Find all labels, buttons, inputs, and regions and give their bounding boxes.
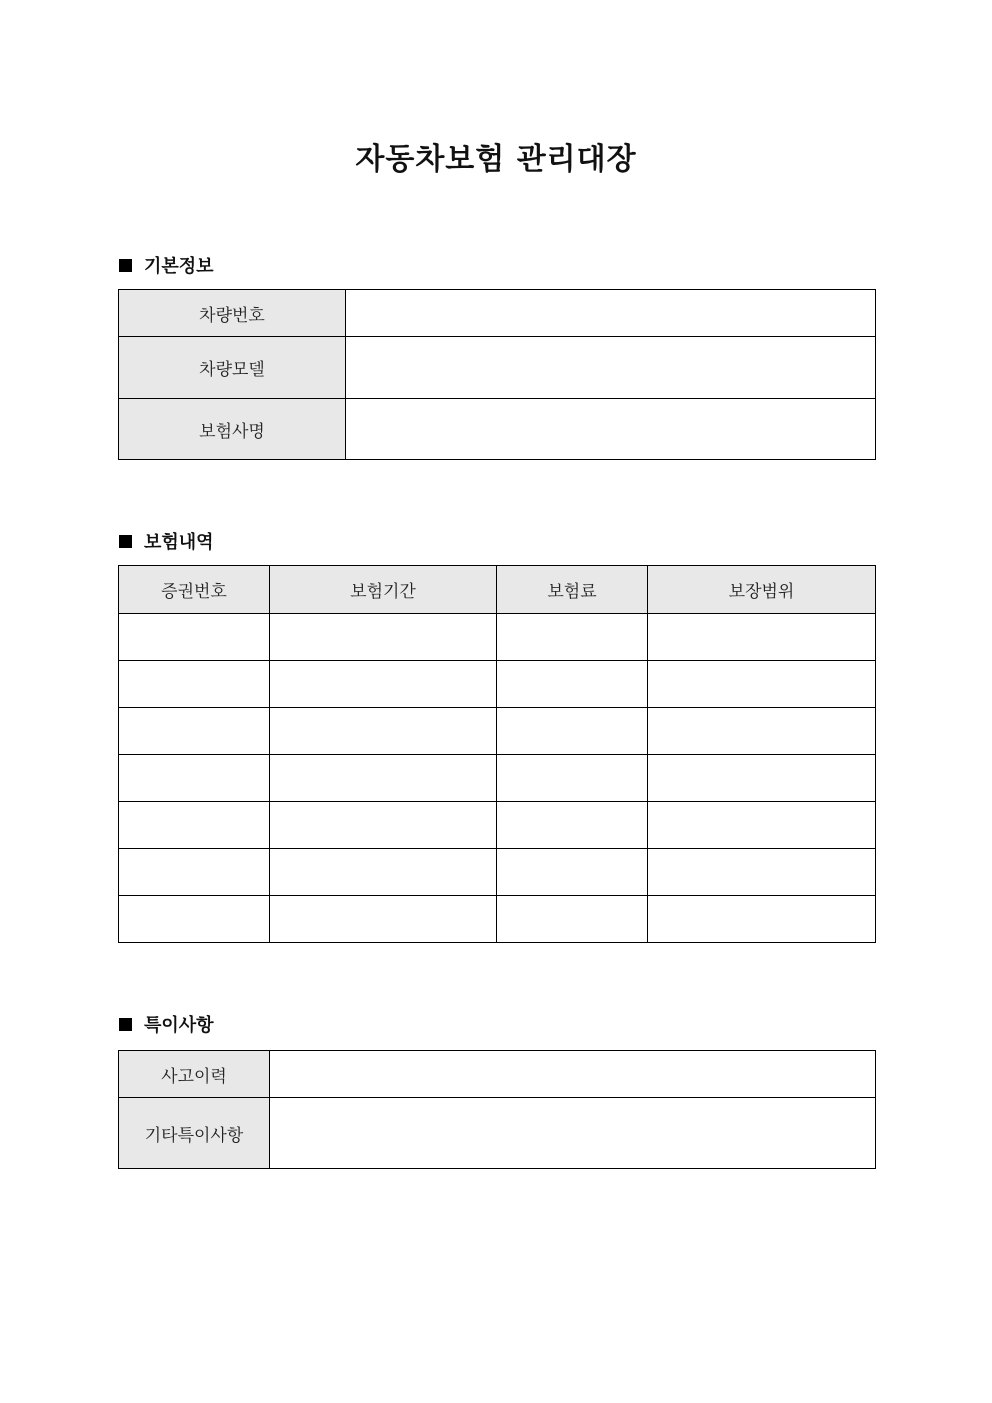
field-label: 차량번호: [119, 290, 346, 337]
field-label: 사고이력: [119, 1051, 270, 1098]
table-row: [119, 896, 876, 943]
other-notes-field[interactable]: [270, 1098, 876, 1169]
table-row: [119, 755, 876, 802]
coverage-cell[interactable]: [648, 849, 876, 896]
insurance-period-cell[interactable]: [270, 661, 497, 708]
policy-number-cell[interactable]: [119, 896, 270, 943]
insurance-details-table: [118, 565, 876, 943]
accident-history-field[interactable]: [270, 1051, 876, 1098]
square-bullet-icon: [119, 535, 132, 548]
special-notes-table: [118, 1050, 876, 1169]
insurance-period-cell[interactable]: [270, 849, 497, 896]
page-title: 자동차보험 관리대장: [355, 142, 637, 177]
premium-cell[interactable]: [497, 896, 648, 943]
premium-cell[interactable]: [497, 661, 648, 708]
square-bullet-icon: [119, 1018, 132, 1031]
policy-number-cell[interactable]: [119, 661, 270, 708]
square-bullet-icon: [119, 259, 132, 272]
coverage-cell[interactable]: [648, 896, 876, 943]
table-row: [119, 708, 876, 755]
field-label: 차량모델: [119, 337, 346, 399]
table-row: [119, 614, 876, 661]
premium-cell[interactable]: [497, 614, 648, 661]
premium-cell[interactable]: [497, 802, 648, 849]
table-row: [119, 849, 876, 896]
coverage-cell[interactable]: [648, 708, 876, 755]
premium-cell[interactable]: [497, 755, 648, 802]
policy-number-cell[interactable]: [119, 802, 270, 849]
policy-number-cell[interactable]: [119, 708, 270, 755]
coverage-cell[interactable]: [648, 614, 876, 661]
section-heading-insurance-details: [119, 529, 214, 553]
column-header-insurance-period: 보험기간: [270, 566, 497, 614]
premium-cell[interactable]: [497, 849, 648, 896]
insurance-period-cell[interactable]: [270, 614, 497, 661]
premium-cell[interactable]: [497, 708, 648, 755]
section-title: 기본정보: [144, 256, 214, 277]
insurer-name-field[interactable]: [346, 399, 876, 460]
table-row: [119, 337, 876, 399]
table-row: [119, 661, 876, 708]
column-header-premium: 보험료: [497, 566, 648, 614]
insurance-period-cell[interactable]: [270, 708, 497, 755]
basic-info-table: [118, 289, 876, 460]
coverage-cell[interactable]: [648, 802, 876, 849]
table-row: [119, 399, 876, 460]
policy-number-cell[interactable]: [119, 614, 270, 661]
field-label: 기타특이사항: [119, 1098, 270, 1169]
section-title: 보험내역: [144, 532, 214, 553]
vehicle-number-field[interactable]: [346, 290, 876, 337]
column-header-coverage: 보장범위: [648, 566, 876, 614]
section-heading-special-notes: [119, 1012, 214, 1036]
column-header-policy-number: 증권번호: [119, 566, 270, 614]
vehicle-model-field[interactable]: [346, 337, 876, 399]
table-row: [119, 802, 876, 849]
table-row: [119, 290, 876, 337]
field-label: 보험사명: [119, 399, 346, 460]
table-row: [119, 1098, 876, 1169]
coverage-cell[interactable]: [648, 661, 876, 708]
section-heading-basic-info: [119, 253, 214, 277]
section-title: 특이사항: [144, 1015, 214, 1036]
policy-number-cell[interactable]: [119, 849, 270, 896]
coverage-cell[interactable]: [648, 755, 876, 802]
insurance-period-cell[interactable]: [270, 755, 497, 802]
policy-number-cell[interactable]: [119, 755, 270, 802]
table-header-row: [119, 566, 876, 614]
insurance-period-cell[interactable]: [270, 802, 497, 849]
insurance-period-cell[interactable]: [270, 896, 497, 943]
table-row: [119, 1051, 876, 1098]
